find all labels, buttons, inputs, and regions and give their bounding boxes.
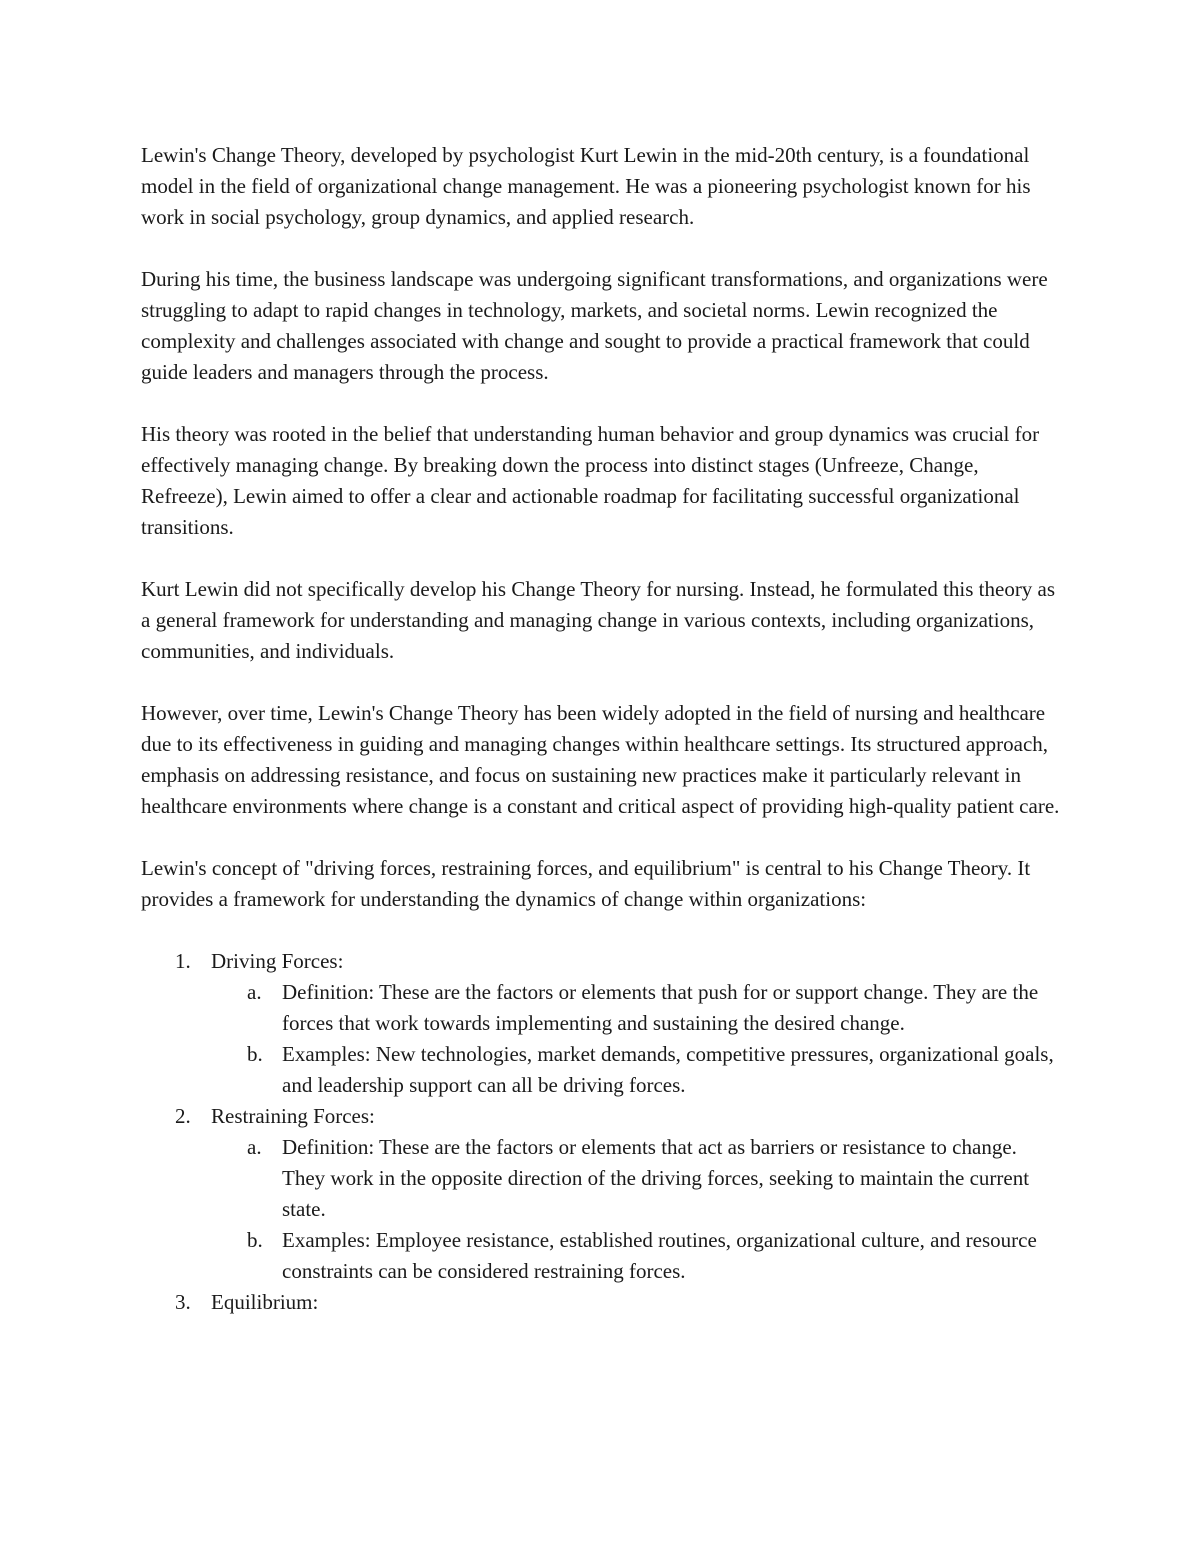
sub-list-text: Examples: Employee resistance, established routines, organizational culture, and resource constraints can be considered restraining forces. [282,1228,1037,1283]
paragraph-theory-roots: His theory was rooted in the belief that understanding human behavior and group dynamics was crucial for effectively managing change. By breaking down the process into distinct stages (Unfreeze, Change, Refreeze), Lewin aimed to offer a clear and actionable roadmap for facilitating successful organizational transitions. [141,422,1040,539]
list-item-title: Equilibrium: [211,1290,319,1314]
paragraph-forces-concept: Lewin's concept of "driving forces, restraining forces, and equilibrium" is central to his Change Theory. It provides a framework for understanding the dynamics of change within organizations: [141,856,1031,911]
sub-list [211,1132,1061,1287]
list-item-equilibrium [141,1287,1061,1318]
list-item-title: Driving Forces: [211,949,344,973]
list-item-title: Restraining Forces: [211,1104,375,1128]
list-number: 3. [175,1290,191,1314]
sub-list-text: Definition: These are the factors or elements that push for or support change. They are the forces that work towards implementing and sustaining the desired change. [282,980,1039,1035]
paragraph-not-for-nursing: Kurt Lewin did not specifically develop his Change Theory for nursing. Instead, he formulated this theory as a general framework for understanding and managing change in various contexts, including organizations, communities, and individuals. [141,577,1056,663]
list-item-driving-forces [141,946,1061,1101]
sub-list-item [211,977,1061,1039]
sub-list-letter: a. [247,1135,262,1159]
sub-list-item [211,1132,1061,1225]
paragraph-historical-context: During his time, the business landscape was undergoing significant transformations, and organizations were struggling to adapt to rapid changes in technology, markets, and societal norms. Lewin recognized the complexity and challenges associated with change and sought to provide a practical framework that could guide leaders and managers through the process. [141,267,1048,384]
paragraph-intro: Lewin's Change Theory, developed by psychologist Kurt Lewin in the mid-20th century, is a foundational model in the field of organizational change management. He was a pioneering psychologist known for his work in social psychology, group dynamics, and applied research. [141,143,1031,229]
sub-list-text: Definition: These are the factors or elements that act as barriers or resistance to change. They work in the opposite direction of the driving forces, seeking to maintain the current state. [282,1135,1030,1221]
sub-list-text: Examples: New technologies, market demands, competitive pressures, organizational goals, and leadership support can all be driving forces. [282,1042,1054,1097]
sub-list-letter: b. [247,1228,263,1252]
sub-list [211,977,1061,1101]
forces-list [141,946,1061,1318]
document-body [141,140,1061,1318]
sub-list-letter: a. [247,980,262,1004]
paragraph-nursing-adoption: However, over time, Lewin's Change Theory has been widely adopted in the field of nursing and healthcare due to its effectiveness in guiding and managing changes within healthcare settings. Its structured approach, emphasis on addressing resistance, and focus on sustaining new practices make it particularly relevant in healthcare environments where change is a constant and critical aspect of providing high-quality patient care. [141,701,1060,818]
list-item-restraining-forces [141,1101,1061,1287]
list-number: 2. [175,1104,191,1128]
sub-list-item [211,1039,1061,1101]
sub-list-letter: b. [247,1042,263,1066]
list-number: 1. [175,949,191,973]
sub-list-item [211,1225,1061,1287]
